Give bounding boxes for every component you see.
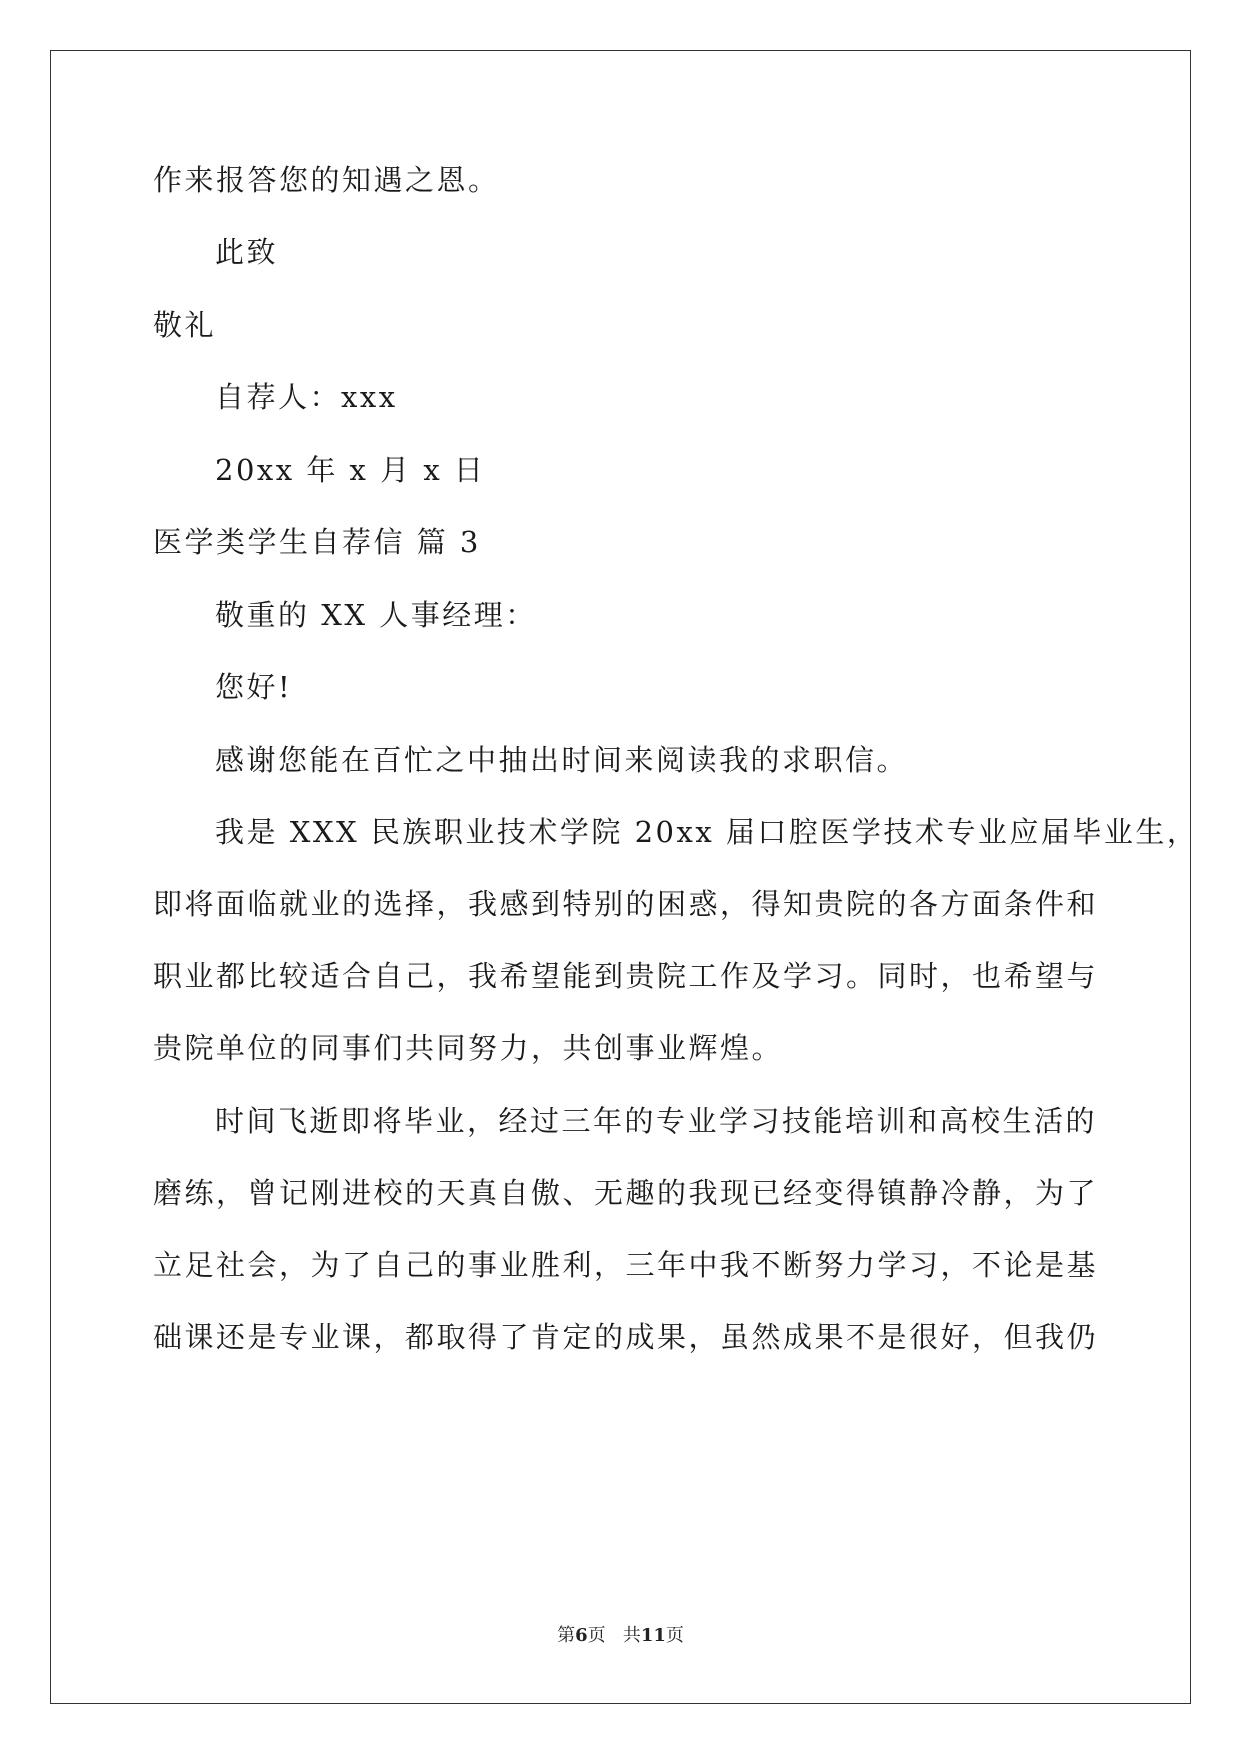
footer-total-suffix: 页 [665, 1625, 684, 1646]
paragraph-line: 即将面临就业的选择，我感到特别的困惑，得知贵院的各方面条件和 [153, 887, 1099, 921]
closing-regards: 敬礼 [153, 308, 217, 342]
footer-prefix: 第 [557, 1625, 576, 1646]
closing-salutation: 此致 [215, 235, 279, 269]
paragraph-line: 作来报答您的知遇之恩。 [153, 163, 500, 197]
total-page-count: 11 [640, 1625, 666, 1646]
current-page-number: 6 [575, 1625, 588, 1646]
paragraph-line: 立足社会，为了自己的事业胜利，三年中我不断努力学习，不论是基 [153, 1248, 1099, 1282]
paragraph-line: 我是 XXX 民族职业技术学院 20xx 届口腔医学技术专业应届毕业生， [215, 815, 1199, 849]
paragraph-line: 磨练，曾记刚进校的天真自傲、无趣的我现已经变得镇静冷静，为了 [153, 1176, 1099, 1210]
paragraph-line: 贵院单位的同事们共同努力，共创事业辉煌。 [153, 1031, 784, 1065]
page-border [50, 50, 1191, 1704]
section-heading: 医学类学生自荐信 篇 3 [153, 525, 481, 559]
page-footer [0, 1624, 1241, 1648]
paragraph-line: 础课还是专业课，都取得了肯定的成果，虽然成果不是很好，但我仍 [153, 1320, 1099, 1354]
paragraph-line: 职业都比较适合自己，我希望能到贵院工作及学习。同时，也希望与 [153, 959, 1099, 993]
footer-page-word: 页 [587, 1625, 606, 1646]
signature-line: 自荐人：xxx [215, 380, 398, 414]
date-line: 20xx 年 x 月 x 日 [215, 453, 486, 487]
letter-hello: 您好! [215, 670, 293, 704]
paragraph-line: 感谢您能在百忙之中抽出时间来阅读我的求职信。 [215, 743, 909, 777]
paragraph-line: 时间飞逝即将毕业，经过三年的专业学习技能培训和高校生活的 [215, 1104, 1098, 1138]
letter-greeting: 敬重的 XX 人事经理： [215, 598, 537, 632]
footer-total-prefix: 共 [622, 1625, 641, 1646]
